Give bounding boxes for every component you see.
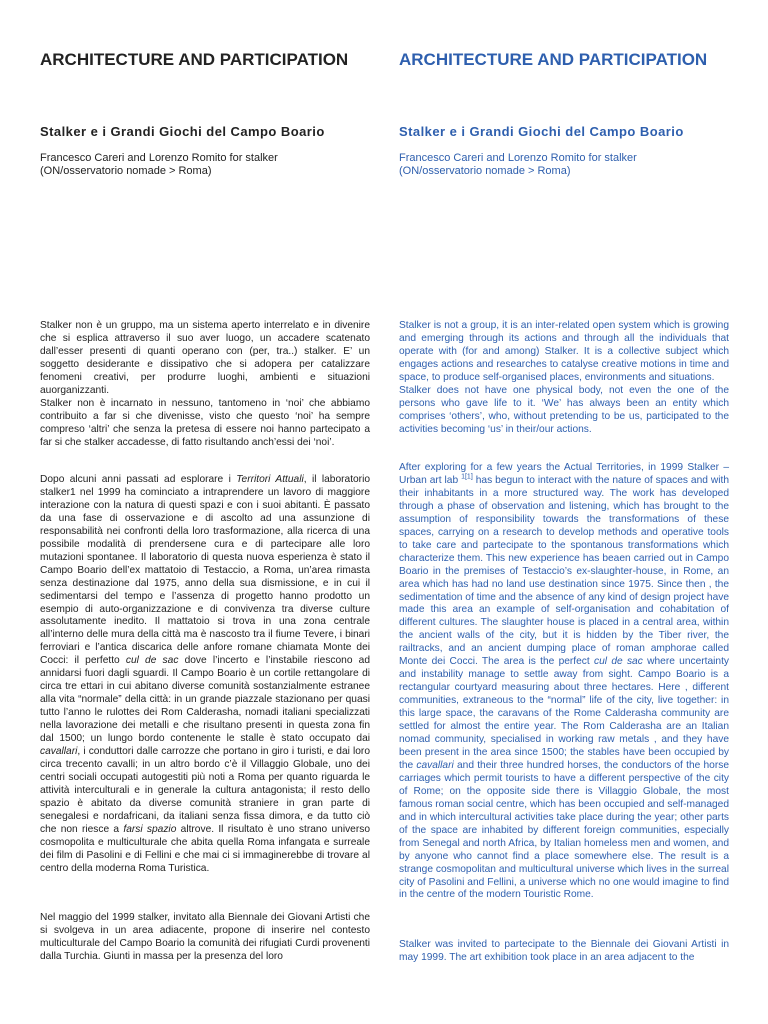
- authors-line: Francesco Careri and Lorenzo Romito for stalker: [399, 152, 637, 164]
- text-run: , il laboratorio stalker1 nel 1999 ha cominciato a intraprendere un lavoro di maggiore interazione con la natura di questi spazi e con i suoi abitanti. È passato da una fase di osservazione e di ascolto ad una assunzione di responsabilità nei confronti della loro trasformazione, alla ricerca di una possibile modalità di prendersene cura e di partecipare alle loro mutazioni spontanee. Il laboratorio di questa nuova esperienza è stato il Campo Boario dell’ex mattatoio di Testaccio, a Roma, un’area rimasta senza destinazione dal 1975, anno della sua dismissione, e in cui il sedimentarsi del tempo e l’assenza di progetto hanno prodotto un esempio di auto-organizzazione e di convivenza tra diverse culture assolutamente inedito. Il mattatoio si trova in una zona centrale all’interno delle mura della città ma è nascosto tra il fiume Tevere, i binari ferroviari e l’antica discarica delle anfore romane chiamata Monte dei Cocci: il perfetto: [40, 474, 371, 667]
- text-run: altrove. Il risultato è uno strano universo cosmopolita e multiculturale che abita quella Roma infangata e surreale dei film di Pasolini e di Fellini e che mai ci si immaginerebbe di trovare al centro della moderna Roma Turistica.: [40, 823, 370, 874]
- emphasis: cavallari: [40, 746, 78, 758]
- page-title: ARCHITECTURE AND PARTICIPATION: [40, 50, 349, 69]
- affiliation-line: (ON/osservatorio nomade > Roma): [399, 165, 571, 177]
- text-run: and their three hundred horses, the conductors of the horse carriages which permit tourists to have a different perspective of the city of Rome; on the opposite side there is Villaggio Globale, the most famous roman social centre, which has been occupied and self-managed and in which intercultural activities take place during the year; other parts of the space are inhabited by different foreign communities, especially from Senegal and north Africa, by Italian homeless men and women, and by anyone who cannot find a place somewhere else. The result is a strange cosmopolitan and multicultural universe which lives in the surreal city of Pasolini and Fellini, a universe which no one would imagine to find in the centre of the modern Touristic Rome.: [399, 759, 729, 901]
- authors-block: [40, 152, 278, 178]
- emphasis: farsi spazio: [123, 823, 177, 835]
- authors-line: Francesco Careri and Lorenzo Romito for stalker: [40, 152, 278, 164]
- emphasis: cul de sac: [594, 656, 643, 668]
- affiliation-line: (ON/osservatorio nomade > Roma): [40, 165, 212, 177]
- article-subtitle: Stalker e i Grandi Giochi del Campo Boario: [40, 124, 325, 139]
- text-run: has begun to interact with the nature of spaces and with their inhabitants in a more structured way. The work has developed through a phase of observation and listening, which has brought to the assumption of responsibility towards the transformations of these spaces, carrying on a research to develop methods and operative tools to take care and partecipate to the spontanous transformations which characterize them. This new experience has beaen carried out in Campo Boario in the premises of Testaccio’s ex-slaughter-house, in Rome, an area which has had no land use destination since 1975. Since then , the sedimentation of time and the absence of any kind of design project have made this area an example of self-organisation and cohabitation of different cultures. The slaughter house is placed in a central area, within the ancient walls of the city, but it is hidden by the Tiber river, the railtracks, and an ancient dumping place of roman amphorae called Monte dei Cocci. The area is the perfect: [399, 474, 729, 668]
- authors-block-translation: [399, 152, 637, 178]
- paragraph: Stalker is not a group, it is an inter-related open system which is growing and emerging through its actions and through all the individuals that operate with (for and among) Stalker. It is a collective subject which engages actions and researches to catalyse creative motions in time and space, to produce self-organised places, environments and situations.: [399, 320, 729, 383]
- text-run: , i conduttori dalle carrozze che portano in giro i turisti, e dai loro circa trecento cavalli; in un altro bordo c’è il Villaggio Globale, uno dei centri sociali occupati autogestiti più noti a Roma per quanto riguarda le attività interculturali e in generale la cultura antagonista; il resto dello spazio è abitato da diverse comunità straniere in gran parte di senegalesi e nordafricani, da italiani senza fissa dimora, e da tutto ciò che non riesce a: [40, 746, 370, 835]
- intro-paragraph-translation: [399, 320, 729, 437]
- paragraph: Nel maggio del 1999 stalker, invitato alla Biennale dei Giovani Artisti che si svolgeva in un area adiacente, propone di inserire nel contesto multiculturale del Campo Boario la comunità dei rifugiati Curdi provenenti dalla Turchia. Giunti in massa per la presenza del loro: [40, 912, 370, 962]
- text-run: After exploring for a few years the Actual Territories, in 1999 Stalker – Urban art lab: [399, 462, 729, 486]
- main-paragraph-translation: [399, 462, 729, 902]
- main-paragraph: [40, 474, 370, 876]
- paragraph: Stalker non è incarnato in nessuno, tantomeno in ‘noi’ che abbiamo contribuito a far si che divenisse, visto che questo ‘noi’ ha sempre compreso ‘altri’ che senza la pretesa di essere noi hanno partecipato a far si che stalker accadesse, di fatto risultando anch’essi dei ‘noi’.: [40, 397, 370, 448]
- emphasis: cavallari: [416, 759, 454, 771]
- intro-paragraph: [40, 320, 370, 450]
- text-run: dove l’incerto e l’instabile riescono ad annidarsi fuori dagli sguardi. Il Campo Boario è un cortile rettangolare di circa tre ettari in cui abitano diverse comunità sostanzialmente estranee alla vita “normale” della città: in un grande piazzale stazionano per quasi tutto l’anno le rulottes dei Rom Calderasha, nomadi italiani specializzati nella lavorazione dei metalli e che risultano presenti in questa zona fin dal 1500; un lungo bordo contenente le stalle è stato occupato dai: [40, 655, 371, 745]
- article-subtitle-translation: Stalker e i Grandi Giochi del Campo Boario: [399, 124, 684, 139]
- paragraph: Stalker was invited to partecipate to the Biennale dei Giovani Artisti in may 1999. The art exhibition took place in an area adjacent to the: [399, 939, 729, 963]
- footnote-ref[interactable]: 1[1]: [461, 473, 473, 481]
- closing-paragraph-translation: [399, 939, 729, 965]
- closing-paragraph: [40, 912, 370, 964]
- emphasis: Territori Attuali: [236, 474, 304, 485]
- text-run: where uncertainty and instability manage to settle away from sight. Campo Boario is a rectangular courtyard measuring about three hectares. Here , different communities, extraneous to the “normal” life of the city, live together: in this large space, the caravans of the Rome Calderasha community are settled for almost the entire year. The Rom Calderasha are an Italian nomad community, specialised in working raw metals , and they have been present in the area since 1500; the stables have been occupied by the: [399, 656, 730, 771]
- emphasis: cul de sac: [125, 655, 179, 667]
- paragraph: Stalker does not have one physical body, not even the one of the persons who gave life to it. ‘We’ has always been an entity which comprises ‘others’, who, without pretending to be us, participated to the activities becoming ‘us’ in their/our actions.: [399, 384, 729, 435]
- page-title-translation: ARCHITECTURE AND PARTICIPATION: [399, 50, 708, 69]
- paragraph: Stalker non è un gruppo, ma un sistema aperto interrelato e in divenire che si esplica attraverso il suo aver luogo, un accadere scatenato dall’esser presenti di quanti operano con (per, tra..) stalker. E’ un soggetto desiderante e dissipativo che si adopera per catalizzare fenomeni creativi, per produrre luoghi, ambienti e situazioni auorganizzanti.: [40, 320, 370, 396]
- text-run: Dopo alcuni anni passati ad esplorare i: [40, 474, 237, 485]
